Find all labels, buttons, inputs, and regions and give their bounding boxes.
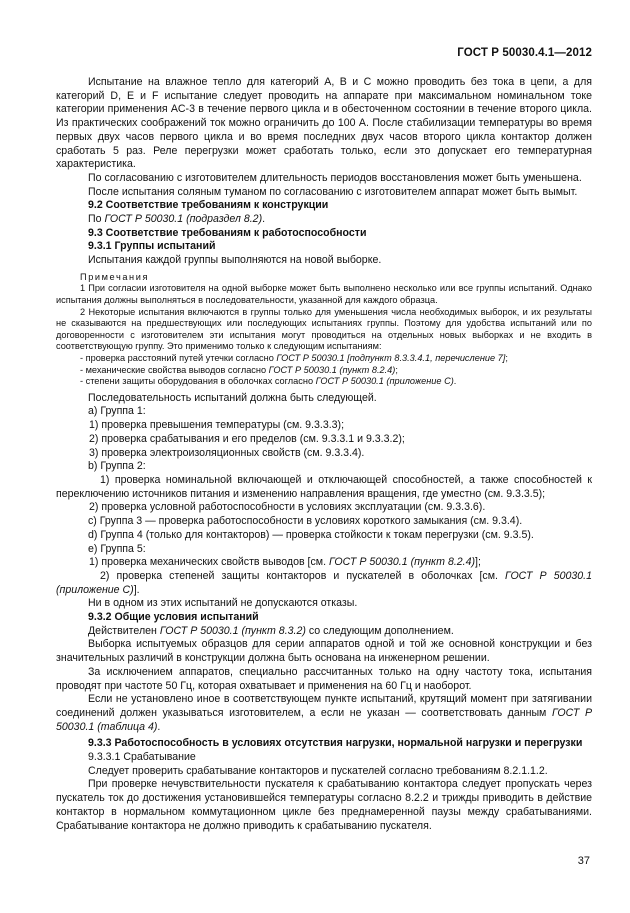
- standard-reference: ГОСТ Р 50030.1 [подпункт 8.3.3.4.1, перечисление 7]: [276, 353, 506, 363]
- paragraph: По согласованию с изготовителем длительность периодов восстановления может быть уменьшена.: [88, 171, 582, 184]
- note-list-item: - проверка расстояний путей утечки согласно ГОСТ Р 50030.1 [подпункт 8.3.3.4.1, перечисление 7];: [80, 353, 508, 363]
- section-heading-9-3-3: 9.3.3 Работоспособность в условиях отсутствия нагрузки, нормальной нагрузки и перегрузки: [88, 737, 583, 750]
- group-subitem: 3) проверка электроизоляционных свойств (см. 9.3.3.4).: [89, 446, 365, 459]
- page-number: 37: [577, 855, 590, 867]
- paragraph: Действителен ГОСТ Р 50030.1 (пункт 8.3.2) со следующим дополнением.: [88, 624, 454, 637]
- note-1: 1 При согласии изготовителя на одной выборке может быть выполнено несколько или все группы испытаний. Однако испытания должны выполняться в последовательности, указанной для каждого образца.: [56, 283, 592, 306]
- document-header: ГОСТ Р 50030.4.1—2012: [457, 47, 592, 59]
- group-subitem: 2) проверка условной работоспособности в условиях эксплуатации (см. 9.3.3.6).: [89, 501, 486, 514]
- group-subitem: 1) проверка механических свойств выводов [см. ГОСТ Р 50030.1 (пункт 8.2.4)];: [89, 556, 481, 569]
- section-heading-9-3-1: 9.3.1 Группы испытаний: [88, 240, 216, 253]
- note-list-item: - механические свойства выводов согласно ГОСТ Р 50030.1 (пункт 8.2.4);: [80, 364, 398, 375]
- notes-heading: Примечания: [80, 271, 150, 282]
- notes-block: [56, 272, 592, 388]
- group-subitem: 1) проверка превышения температуры (см. 9.3.3.3);: [89, 419, 345, 432]
- group-item: е) Группа 5:: [88, 542, 146, 555]
- standard-reference: ГОСТ Р 50030.1 (приложение С): [56, 569, 592, 596]
- document-body: [56, 76, 592, 833]
- subsection-heading-9-3-3-1: 9.3.3.1 Срабатывание: [88, 751, 196, 764]
- section-heading-9-3-2: 9.3.2 Общие условия испытаний: [88, 611, 259, 624]
- group-subitem: 2) проверка срабатывания и его пределов (см. 9.3.3.1 и 9.3.3.2);: [89, 432, 405, 445]
- note-list-item: - степени защиты оборудования в оболочках согласно ГОСТ Р 50030.1 (приложение С).: [80, 376, 457, 387]
- paragraph: При проверке нечувствительности пускателя к срабатыванию контактора следует пропускать через пускатель ток до достижения установившейся температуры согласно 8.2.2 и трижды приводить в действие контактор в нормальном коммутационном цикле без преднамеренной паузы между срабатываниями. Срабатывание контактора не должно приводить к срабатыванию пускателя.: [56, 778, 592, 832]
- paragraph: По ГОСТ Р 50030.1 (подраздел 8.2).: [88, 213, 266, 226]
- paragraph: После испытания соляным туманом по согласованию с изготовителем аппарат может быть вымыт.: [88, 185, 578, 198]
- standard-reference: ГОСТ Р 50030.1 (приложение С): [315, 376, 454, 387]
- paragraph: Выборка испытуемых образцов для серии аппаратов одной и той же основной конструкции и без значительных различий в конструкции должна быть основана на инженерном решении.: [56, 638, 592, 665]
- paragraph: Если не установлено иное в соответствующем пункте испытаний, крутящий момент при затягивании соединений должен указываться изготовителем, а если не указан — соответствовать данным ГОСТ Р 50030.1 (таблица 4).: [56, 693, 593, 733]
- standard-reference: ГОСТ Р 50030.1 (пункт 8.3.2): [159, 624, 306, 637]
- group-subitem: 2) проверка степеней защиты контакторов и пускателей в оболочках [см. ГОСТ Р 50030.1 (приложение С)].: [56, 569, 592, 596]
- paragraph: За исключением аппаратов, специально рассчитанных только на одну частоту тока, испытания проводят при частоте 50 Гц, которая охватывает и применения на 60 Гц и наоборот.: [56, 665, 592, 692]
- paragraph: Испытания каждой группы выполняются на новой выборке.: [88, 254, 382, 267]
- group-item: d) Группа 4 (только для контакторов) — проверка стойкости к токам перегрузки (см. 9.3.5).: [88, 528, 534, 541]
- group-item: а) Группа 1:: [88, 405, 146, 418]
- section-heading-9-2: 9.2 Соответствие требованиям к конструкции: [88, 199, 329, 212]
- group-item: c) Группа 3 — проверка работоспособности в условиях короткого замыкания (см. 9.3.4).: [88, 515, 523, 528]
- paragraph: Последовательность испытаний должна быть следующей.: [88, 391, 377, 404]
- group-item: b) Группа 2:: [88, 460, 146, 473]
- standard-reference: ГОСТ Р 50030.1 (таблица 4): [56, 706, 593, 733]
- paragraph: Следует проверить срабатывание контакторов и пускателей согласно требованиям 8.2.1.1.2.: [88, 764, 548, 777]
- paragraph: Испытание на влажное тепло для категорий A, B и C можно проводить без тока в цепи, а для категорий D, E и F испытание следует проводить на аппарате при максимальном номинальном токе категории применения AC-3 в течение первого цикла и в обесточенном состоянии в течение второго цикла. Из практических соображений ток можно ограничить до 100 А. После стабилизации температуры во время первых двух часов первого цикла и во время последних двух часов второго цикла контактор должен сработать 5 раз. Реле перегрузки может сработать только, если это допускает его температурная характеристика.: [56, 76, 592, 171]
- standard-reference: ГОСТ Р 50030.1 (пункт 8.2.4): [268, 364, 396, 375]
- group-subitem: 1) проверка номинальной включающей и отключающей способностей, а также способностей к переключению источников питания и изменению направления вращения, где уместно (см. 9.3.3.5);: [56, 474, 592, 500]
- paragraph: Ни в одном из этих испытаний не допускаются отказы.: [88, 597, 358, 610]
- standard-reference: ГОСТ Р 50030.1 (подраздел 8.2): [104, 213, 263, 226]
- note-2: 2 Некоторые испытания включаются в группы только для уменьшения числа необходимых выборок, и их результаты не сказываются на предшествующих или последующих испытаниях группы. Поэтому для удобства испытаний или по договоренности с изготовителем эти испытания могут проводиться на отдельных новых выборках и не входить в соответствующую группу. Это применимо только к следующим испытаниям:: [56, 306, 592, 352]
- section-heading-9-3: 9.3 Соответствие требованиям к работоспособности: [88, 226, 367, 239]
- standard-reference: ГОСТ Р 50030.1 (пункт 8.2.4): [328, 556, 476, 569]
